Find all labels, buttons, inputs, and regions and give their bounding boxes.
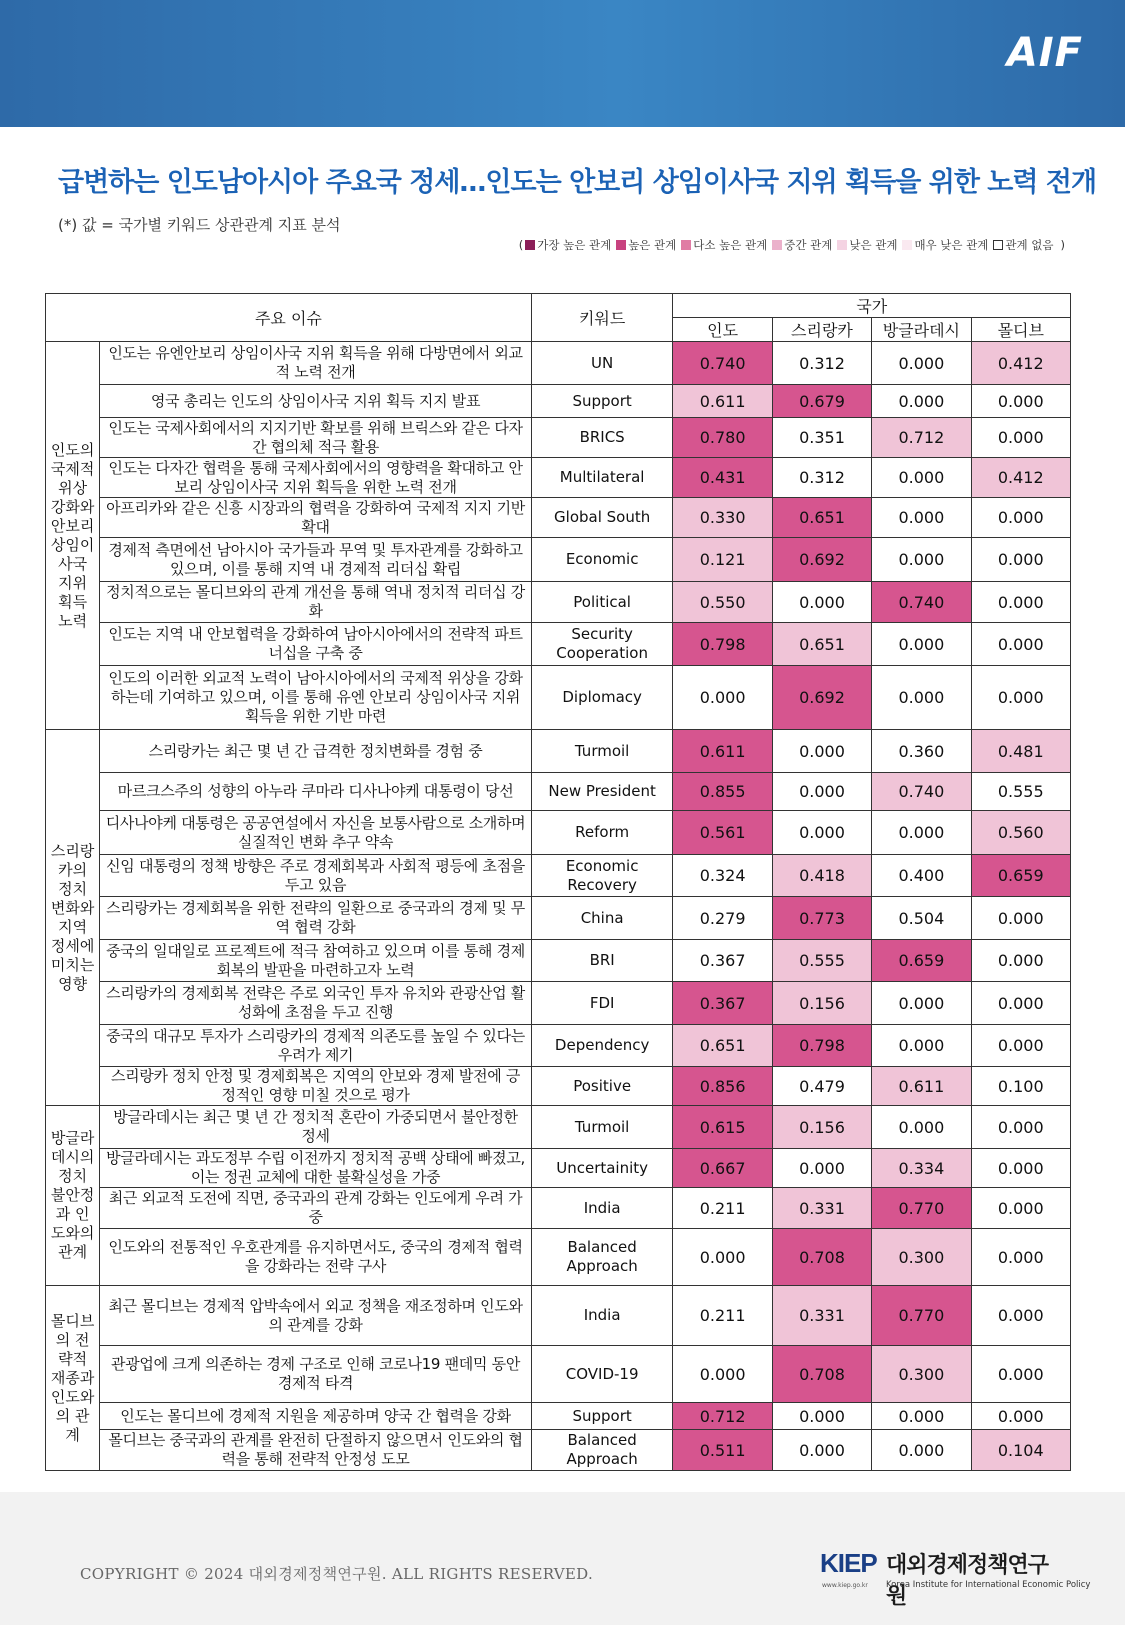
value-cell: 0.780 <box>673 418 772 458</box>
value-cell: 0.121 <box>673 538 772 582</box>
country-maldives-header: 몰디브 <box>971 318 1070 342</box>
value-cell: 0.000 <box>971 1025 1070 1067</box>
value-cell: 0.611 <box>673 730 772 773</box>
issue-cell: 몰디브는 중국과의 관계를 완전히 단절하지 않으면서 인도와의 협력을 통해 전략적 안정성 도모 <box>100 1430 532 1471</box>
keyword-cell: Uncertainity <box>531 1149 673 1188</box>
table-row <box>46 940 1071 982</box>
value-cell: 0.659 <box>971 855 1070 897</box>
issue-cell: 경제적 측면에선 남아시아 국가들과 무역 및 투자관계를 강화하고 있으며, 이를 통해 지역 내 경제적 리더십 확립 <box>100 538 532 582</box>
keyword-cell: BRI <box>531 940 673 982</box>
value-cell: 0.712 <box>673 1403 772 1430</box>
value-cell: 0.000 <box>971 1286 1070 1346</box>
table-row <box>46 897 1071 940</box>
value-cell: 0.000 <box>872 1025 971 1067</box>
keyword-cell: Positive <box>531 1067 673 1106</box>
value-cell: 0.708 <box>772 1346 871 1403</box>
legend-close: ) <box>1060 238 1065 252</box>
value-cell: 0.000 <box>772 773 871 811</box>
issue-cell: 디사나야케 대통령은 공공연설에서 자신을 보통사람으로 소개하며 실질적인 변화 추구 약속 <box>100 811 532 855</box>
legend-item <box>772 237 832 253</box>
value-cell: 0.561 <box>673 811 772 855</box>
issue-group-label: 방글라데시의 정치 불안정과 인도와의 관계 <box>46 1106 100 1286</box>
keyword-cell: New President <box>531 773 673 811</box>
keyword-cell: Security Cooperation <box>531 623 673 666</box>
value-cell: 0.000 <box>872 623 971 666</box>
value-cell: 0.770 <box>872 1188 971 1229</box>
legend-swatch <box>525 240 535 250</box>
legend-label: 매우 낮은 관계 <box>914 238 989 252</box>
value-cell: 0.360 <box>872 730 971 773</box>
table-row <box>46 855 1071 897</box>
table-row <box>46 1025 1071 1067</box>
value-cell: 0.367 <box>673 982 772 1025</box>
value-cell: 0.770 <box>872 1286 971 1346</box>
keyword-cell: BRICS <box>531 418 673 458</box>
value-cell: 0.679 <box>772 385 871 418</box>
keyword-cell: Multilateral <box>531 458 673 498</box>
table-row <box>46 538 1071 582</box>
value-cell: 0.412 <box>971 458 1070 498</box>
value-cell: 0.708 <box>772 1229 871 1286</box>
value-cell: 0.000 <box>971 1149 1070 1188</box>
table-row <box>46 1188 1071 1229</box>
keyword-cell: Economic <box>531 538 673 582</box>
issue-cell: 방글라데시는 최근 몇 년 간 정치적 혼란이 가중되면서 불안정한 정세 <box>100 1106 532 1149</box>
legend-swatch <box>616 240 626 250</box>
kiep-url: www.kiep.go.kr <box>822 1582 868 1589</box>
issue-cell: 관광업에 크게 의존하는 경제 구조로 인해 코로나19 팬데믹 동안 경제적 타격 <box>100 1346 532 1403</box>
value-cell: 0.000 <box>971 1188 1070 1229</box>
keyword-cell: COVID-19 <box>531 1346 673 1403</box>
value-cell: 0.555 <box>772 940 871 982</box>
issue-cell: 스리랑카는 최근 몇 년 간 급격한 정치변화를 경험 중 <box>100 730 532 773</box>
legend-item <box>616 237 676 253</box>
value-cell: 0.611 <box>673 385 772 418</box>
table-row <box>46 1229 1071 1286</box>
value-cell: 0.334 <box>872 1149 971 1188</box>
issue-cell: 스리랑카의 경제회복 전략은 주로 외국인 투자 유치와 관광산업 활성화에 초점을 두고 진행 <box>100 982 532 1025</box>
issue-cell: 최근 외교적 도전에 직면, 중국과의 관계 강화는 인도에게 우려 가중 <box>100 1188 532 1229</box>
value-cell: 0.504 <box>872 897 971 940</box>
value-cell: 0.651 <box>772 498 871 538</box>
value-cell: 0.100 <box>971 1067 1070 1106</box>
value-cell: 0.611 <box>872 1067 971 1106</box>
value-cell: 0.412 <box>971 342 1070 385</box>
page-title: 급변하는 인도남아시아 주요국 정세…인도는 안보리 상임이사국 지위 획득을 위한 노력 전개 <box>58 167 1097 198</box>
value-cell: 0.000 <box>772 582 871 623</box>
issue-cell: 아프리카와 같은 신흥 시장과의 협력을 강화하여 국제적 지지 기반 확대 <box>100 498 532 538</box>
table-row <box>46 1149 1071 1188</box>
issue-cell: 중국의 대규모 투자가 스리랑카의 경제적 의존도를 높일 수 있다는 우려가 제기 <box>100 1025 532 1067</box>
value-cell: 0.000 <box>772 811 871 855</box>
value-cell: 0.000 <box>971 1106 1070 1149</box>
table-row <box>46 498 1071 538</box>
value-cell: 0.000 <box>673 1346 772 1403</box>
value-note: (*) 값 = 국가별 키워드 상관관계 지표 분석 <box>58 216 341 234</box>
legend-label: 낮은 관계 <box>849 238 898 252</box>
keyword-cell: UN <box>531 342 673 385</box>
value-cell: 0.300 <box>872 1229 971 1286</box>
keyword-cell: India <box>531 1188 673 1229</box>
keyword-cell: Support <box>531 1403 673 1430</box>
table-row <box>46 811 1071 855</box>
value-cell: 0.000 <box>872 342 971 385</box>
issue-cell: 인도는 국제사회에서의 지지기반 확보를 위해 브릭스와 같은 다자간 협의체 적극 활용 <box>100 418 532 458</box>
table-row <box>46 458 1071 498</box>
issue-cell: 신임 대통령의 정책 방향은 주로 경제회복과 사회적 평등에 초점을 두고 있음 <box>100 855 532 897</box>
value-cell: 0.000 <box>971 1229 1070 1286</box>
value-cell: 0.615 <box>673 1106 772 1149</box>
header-band <box>0 0 1125 127</box>
aif-logo: AIF <box>1006 30 1083 76</box>
legend-item <box>681 237 767 253</box>
table-row <box>46 666 1071 730</box>
value-cell: 0.156 <box>772 1106 871 1149</box>
value-cell: 0.312 <box>772 458 871 498</box>
legend-label: 다소 높은 관계 <box>693 238 768 252</box>
value-cell: 0.000 <box>673 666 772 730</box>
value-cell: 0.367 <box>673 940 772 982</box>
issue-cell: 스리랑카 정치 안정 및 경제회복은 지역의 안보와 경제 발전에 긍정적인 영향 미칠 것으로 평가 <box>100 1067 532 1106</box>
keyword-correlation-table <box>45 293 1071 1471</box>
value-cell: 0.856 <box>673 1067 772 1106</box>
value-cell: 0.659 <box>872 940 971 982</box>
value-cell: 0.773 <box>772 897 871 940</box>
value-cell: 0.667 <box>673 1149 772 1188</box>
value-cell: 0.479 <box>772 1067 871 1106</box>
kiep-english-name: Korea Institute for International Economic Policy <box>886 1580 1091 1590</box>
value-cell: 0.000 <box>971 385 1070 418</box>
value-cell: 0.000 <box>772 1430 871 1471</box>
issue-cell: 영국 총리는 인도의 상임이사국 지위 획득 지지 발표 <box>100 385 532 418</box>
value-cell: 0.300 <box>872 1346 971 1403</box>
issue-cell: 마르크스주의 성향의 아누라 쿠마라 디사나야케 대통령이 당선 <box>100 773 532 811</box>
legend-label: 중간 관계 <box>784 238 833 252</box>
legend-swatch <box>837 240 847 250</box>
value-cell: 0.000 <box>872 385 971 418</box>
keyword-cell: China <box>531 897 673 940</box>
issue-group-label: 인도의 국제적 위상 강화와 안보리 상임이사국 지위 획득 노력 <box>46 342 100 730</box>
legend-swatch <box>681 240 691 250</box>
keyword-cell: Reform <box>531 811 673 855</box>
keyword-cell: Economic Recovery <box>531 855 673 897</box>
value-cell: 0.211 <box>673 1188 772 1229</box>
keyword-cell: Turmoil <box>531 730 673 773</box>
value-cell: 0.000 <box>971 1403 1070 1430</box>
value-cell: 0.000 <box>971 582 1070 623</box>
value-cell: 0.692 <box>772 538 871 582</box>
value-cell: 0.104 <box>971 1430 1070 1471</box>
country-india-header: 인도 <box>673 318 772 342</box>
table-row <box>46 982 1071 1025</box>
value-cell: 0.431 <box>673 458 772 498</box>
value-cell: 0.000 <box>872 498 971 538</box>
copyright: COPYRIGHT © 2024 대외경제정책연구원. ALL RIGHTS RESERVED. <box>80 1565 594 1583</box>
value-cell: 0.331 <box>772 1188 871 1229</box>
keyword-cell: Balanced Approach <box>531 1430 673 1471</box>
legend-item <box>902 237 988 253</box>
value-cell: 0.000 <box>872 982 971 1025</box>
issue-cell: 최근 몰디브는 경제적 압박속에서 외교 정책을 재조정하며 인도와의 관계를 강화 <box>100 1286 532 1346</box>
value-cell: 0.000 <box>971 623 1070 666</box>
value-cell: 0.000 <box>872 538 971 582</box>
legend <box>517 237 1067 253</box>
issue-cell: 인도의 이러한 외교적 노력이 남아시아에서의 국제적 위상을 강화하는데 기여하고 있으며, 이를 통해 유엔 안보리 상임이사국 지위 획득을 위한 기반 마련 <box>100 666 532 730</box>
value-cell: 0.000 <box>971 1346 1070 1403</box>
table-row <box>46 1286 1071 1346</box>
value-cell: 0.000 <box>872 1430 971 1471</box>
value-cell: 0.000 <box>971 538 1070 582</box>
value-cell: 0.000 <box>872 1106 971 1149</box>
value-cell: 0.330 <box>673 498 772 538</box>
table-row <box>46 773 1071 811</box>
value-cell: 0.511 <box>673 1430 772 1471</box>
value-cell: 0.000 <box>673 1229 772 1286</box>
value-cell: 0.156 <box>772 982 871 1025</box>
legend-label: 관계 없음 <box>1005 238 1054 252</box>
issue-group-label: 스리랑카의 정치 변화와 지역 정세에 미치는 영향 <box>46 730 100 1106</box>
value-cell: 0.740 <box>673 342 772 385</box>
value-cell: 0.000 <box>872 458 971 498</box>
value-cell: 0.331 <box>772 1286 871 1346</box>
table-row <box>46 418 1071 458</box>
issue-cell: 정치적으로는 몰디브와의 관계 개선을 통해 역내 정치적 리더십 강화 <box>100 582 532 623</box>
legend-swatch <box>902 240 912 250</box>
issue-cell: 인도는 지역 내 안보협력을 강화하여 남아시아에서의 전략적 파트너십을 구축 중 <box>100 623 532 666</box>
kiep-mark: KIEP <box>820 1548 877 1578</box>
keyword-cell: Dependency <box>531 1025 673 1067</box>
value-cell: 0.000 <box>971 982 1070 1025</box>
table-row <box>46 1430 1071 1471</box>
value-cell: 0.651 <box>772 623 871 666</box>
keyword-cell: Turmoil <box>531 1106 673 1149</box>
keyword-cell: Political <box>531 582 673 623</box>
value-cell: 0.418 <box>772 855 871 897</box>
table-row <box>46 623 1071 666</box>
keyword-cell: India <box>531 1286 673 1346</box>
table-row <box>46 342 1071 385</box>
value-cell: 0.000 <box>772 1403 871 1430</box>
legend-item <box>837 237 897 253</box>
value-cell: 0.740 <box>872 582 971 623</box>
value-cell: 0.211 <box>673 1286 772 1346</box>
value-cell: 0.000 <box>772 730 871 773</box>
value-cell: 0.000 <box>971 418 1070 458</box>
issue-cell: 인도는 유엔안보리 상임이사국 지위 획득을 위해 다방면에서 외교적 노력 전개 <box>100 342 532 385</box>
country-srilanka-header: 스리랑카 <box>772 318 871 342</box>
value-cell: 0.000 <box>971 897 1070 940</box>
keyword-cell: Global South <box>531 498 673 538</box>
kiep-name: 대외경제정책연구원 <box>886 1553 1049 1609</box>
issue-cell: 인도는 다자간 협력을 통해 국제사회에서의 영향력을 확대하고 안보리 상임이사국 지위 획득을 위한 노력 전개 <box>100 458 532 498</box>
issue-cell: 스리랑카는 경제회복을 위한 전략의 일환으로 중국과의 경제 및 무역 협력 강화 <box>100 897 532 940</box>
value-cell: 0.000 <box>872 1403 971 1430</box>
kiep-logo <box>820 1548 1091 1609</box>
keyword-cell: FDI <box>531 982 673 1025</box>
legend-label: 가장 높은 관계 <box>537 238 612 252</box>
country-bangladesh-header: 방글라데시 <box>872 318 971 342</box>
legend-swatch <box>993 240 1003 250</box>
table-row <box>46 1106 1071 1149</box>
value-cell: 0.560 <box>971 811 1070 855</box>
value-cell: 0.555 <box>971 773 1070 811</box>
issue-group-label: 몰디브의 전략적 재종과 인도와의 관계 <box>46 1286 100 1471</box>
issue-cell: 인도와의 전통적인 우호관계를 유지하면서도, 중국의 경제적 협력을 강화라는 전략 구사 <box>100 1229 532 1286</box>
value-cell: 0.279 <box>673 897 772 940</box>
table-row <box>46 730 1071 773</box>
value-cell: 0.855 <box>673 773 772 811</box>
legend-item <box>525 237 611 253</box>
country-header: 국가 <box>673 294 1071 318</box>
keyword-cell: Support <box>531 385 673 418</box>
issue-header: 주요 이슈 <box>46 294 532 342</box>
value-cell: 0.351 <box>772 418 871 458</box>
table-row <box>46 1067 1071 1106</box>
value-cell: 0.000 <box>971 666 1070 730</box>
table-row <box>46 582 1071 623</box>
value-cell: 0.692 <box>772 666 871 730</box>
table-row <box>46 1403 1071 1430</box>
value-cell: 0.481 <box>971 730 1070 773</box>
legend-item <box>993 237 1053 253</box>
value-cell: 0.324 <box>673 855 772 897</box>
keyword-header: 키워드 <box>531 294 673 342</box>
keyword-cell: Diplomacy <box>531 666 673 730</box>
issue-cell: 방글라데시는 과도정부 수립 이전까지 정치적 공백 상태에 빠졌고, 이는 정권 교체에 대한 불확실성을 가중 <box>100 1149 532 1188</box>
issue-cell: 인도는 몰디브에 경제적 지원을 제공하며 양국 간 협력을 강화 <box>100 1403 532 1430</box>
value-cell: 0.651 <box>673 1025 772 1067</box>
table-row <box>46 1346 1071 1403</box>
value-cell: 0.000 <box>971 498 1070 538</box>
table-row <box>46 385 1071 418</box>
value-cell: 0.740 <box>872 773 971 811</box>
value-cell: 0.000 <box>971 940 1070 982</box>
legend-label: 높은 관계 <box>628 238 677 252</box>
value-cell: 0.712 <box>872 418 971 458</box>
keyword-cell: Balanced Approach <box>531 1229 673 1286</box>
value-cell: 0.798 <box>673 623 772 666</box>
value-cell: 0.000 <box>872 666 971 730</box>
legend-open: ( <box>518 238 524 252</box>
value-cell: 0.400 <box>872 855 971 897</box>
value-cell: 0.000 <box>772 1149 871 1188</box>
value-cell: 0.312 <box>772 342 871 385</box>
legend-swatch <box>772 240 782 250</box>
value-cell: 0.798 <box>772 1025 871 1067</box>
value-cell: 0.000 <box>872 811 971 855</box>
issue-cell: 중국의 일대일로 프로젝트에 적극 참여하고 있으며 이를 통해 경제회복의 발판을 마련하고자 노력 <box>100 940 532 982</box>
value-cell: 0.550 <box>673 582 772 623</box>
